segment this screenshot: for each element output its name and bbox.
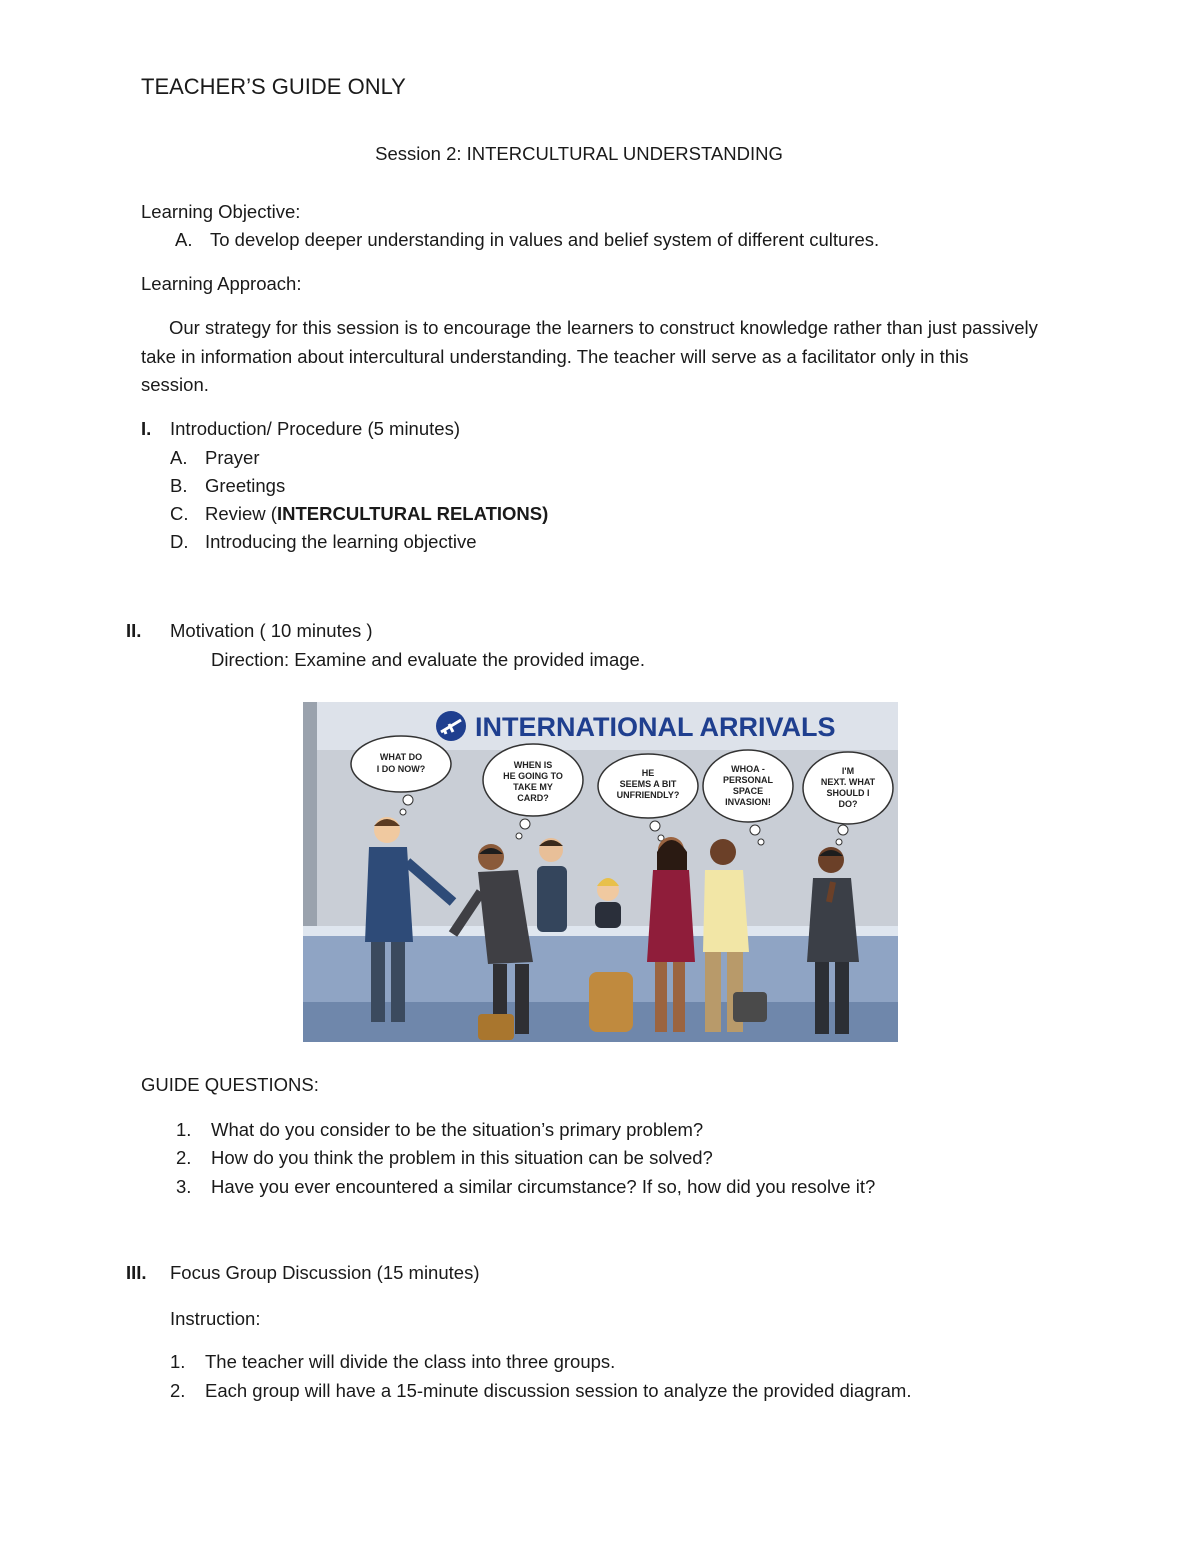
bubble-line: I'M [841,766,855,776]
bubble-line: SEEMS A BIT [619,779,677,789]
airplane-icon [436,711,466,741]
list-marker: A. [170,447,188,468]
instruction-marker: 2. [170,1380,186,1401]
list-marker: C. [170,503,189,524]
bubble-line: WHEN IS [513,760,553,770]
bubble-line: WHOA - [731,764,765,774]
list-marker: D. [170,531,189,552]
list-item: Greetings [205,475,286,496]
bubble-line: HE [641,768,655,778]
instruction-marker: 1. [170,1351,186,1372]
review-label: Review ( [205,503,277,524]
motivation-direction: Direction: Examine and evaluate the provided image. [211,649,645,670]
instruction-item: Each group will have a 15-minute discussion session to analyze the provided diagram. [205,1380,912,1401]
bubble-line: WHAT DO [379,752,423,762]
instruction-item: The teacher will divide the class into three groups. [205,1351,616,1372]
list-item: Introducing the learning objective [205,531,477,552]
objective-marker: A. [175,229,193,250]
document-header: TEACHER’S GUIDE ONLY [141,74,406,99]
list-item [205,500,548,528]
bubble-line: UNFRIENDLY? [616,790,680,800]
bubble-line: DO? [838,799,858,809]
bubble-line: INVASION! [725,797,771,807]
guide-questions-heading: GUIDE QUESTIONS: [141,1074,319,1095]
bubble-line: SPACE [732,786,764,796]
learning-approach-paragraph: Our strategy for this session is to encourage the learners to construct knowledge rather than just passively take in information about intercultural understanding. The teacher will serve as a facilitator only in this session. [141,317,1038,395]
list-item: Prayer [205,447,260,468]
objective-text: To develop deeper understanding in values and belief system of different cultures. [210,229,880,250]
bubble-line: SHOULD I [826,788,870,798]
question-marker: 1. [176,1119,192,1140]
guide-question: What do you consider to be the situation’s primary problem? [211,1119,704,1140]
sign-text: INTERNATIONAL ARRIVALS [475,712,836,742]
section-1-numeral: I. [141,418,152,439]
bubble-line: HE GOING TO [503,771,563,781]
session-title: Session 2: INTERCULTURAL UNDERSTANDING [375,143,783,164]
section-2-heading: Motivation ( 10 minutes ) [170,620,373,641]
section-1-heading: Introduction/ Procedure (5 minutes) [170,418,460,439]
bubble-line: TAKE MY [513,782,553,792]
bubble-line: NEXT. WHAT [820,777,876,787]
guide-question: How do you think the problem in this situation can be solved? [211,1147,713,1168]
question-marker: 3. [176,1176,192,1197]
section-3-heading: Focus Group Discussion (15 minutes) [170,1262,480,1283]
receptionist-figure [595,878,621,928]
guide-question: Have you ever encountered a similar circumstance? If so, how did you resolve it? [211,1176,876,1197]
person-figure [537,838,567,932]
question-marker: 2. [176,1147,192,1168]
bubble-line: I DO NOW? [376,764,426,774]
section-2-numeral: II. [126,620,142,641]
review-topic: INTERCULTURAL RELATIONS) [276,503,549,524]
learning-approach-heading: Learning Approach: [141,273,302,294]
learning-objective-heading: Learning Objective: [141,201,301,222]
bubble-line: PERSONAL [722,775,774,785]
instruction-label: Instruction: [170,1308,261,1329]
list-marker: B. [170,475,188,496]
section-3-numeral: III. [126,1262,147,1283]
international-arrivals-illustration [303,702,898,1042]
bubble-line: CARD? [517,793,549,803]
